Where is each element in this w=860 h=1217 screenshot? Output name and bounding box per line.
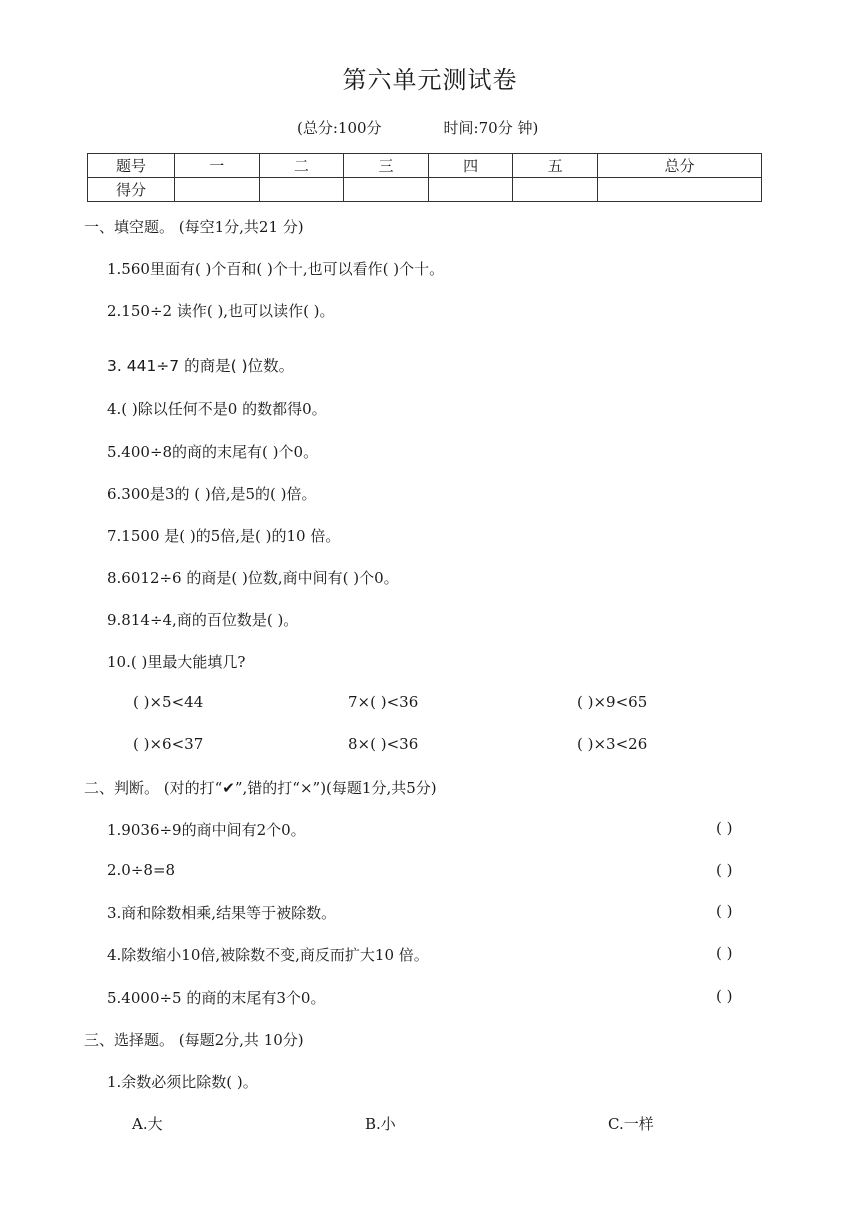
question-1-4: 4.( )除以任何不是0 的数都得0。 <box>107 400 327 418</box>
question-2-4: 4.除数缩小10倍,被除数不变,商反而扩大10 倍。 <box>107 946 429 964</box>
score-table-header-row <box>88 154 762 178</box>
fill-item: 7×( )<36 <box>348 693 419 711</box>
question-2-5: 5.4000÷5 的商的末尾有3个0。 <box>107 989 326 1007</box>
score-cell[interactable] <box>513 178 598 202</box>
header-cell: 一 <box>175 154 260 178</box>
answer-box[interactable]: ( ) <box>716 819 733 837</box>
total-score: (总分:100分 <box>297 119 382 137</box>
section2-heading: 二、判断。 (对的打“✔”,错的打“×”)(每题1分,共5分) <box>84 779 437 797</box>
score-cell[interactable] <box>175 178 260 202</box>
header-cell: 三 <box>344 154 429 178</box>
question-2-1: 1.9036÷9的商中间有2个0。 <box>107 821 306 839</box>
question-3-1: 1.余数必须比除数( )。 <box>107 1073 258 1091</box>
header-cell: 二 <box>259 154 344 178</box>
answer-box[interactable]: ( ) <box>716 987 733 1005</box>
page-title: 第六单元测试卷 <box>342 66 518 94</box>
score-table-score-row <box>88 178 762 202</box>
answer-box[interactable]: ( ) <box>716 902 733 920</box>
header-cell: 五 <box>513 154 598 178</box>
answer-box[interactable]: ( ) <box>716 944 733 962</box>
fill-item: 8×( )<36 <box>348 735 419 753</box>
score-cell[interactable] <box>428 178 513 202</box>
question-1-9: 9.814÷4,商的百位数是( )。 <box>107 611 299 629</box>
score-cell[interactable] <box>344 178 429 202</box>
header-cell: 四 <box>428 154 513 178</box>
option-a: A.大 <box>132 1115 163 1133</box>
question-1-7: 7.1500 是( )的5倍,是( )的10 倍。 <box>107 527 341 545</box>
question-2-3: 3.商和除数相乘,结果等于被除数。 <box>107 904 337 922</box>
score-cell[interactable] <box>259 178 344 202</box>
option-b: B.小 <box>365 1115 396 1133</box>
score-cell[interactable] <box>598 178 762 202</box>
header-cell: 总分 <box>598 154 762 178</box>
question-1-8: 8.6012÷6 的商是( )位数,商中间有( )个0。 <box>107 569 399 587</box>
header-cell: 题号 <box>88 154 175 178</box>
question-2-2: 2.0÷8=8 <box>107 861 176 879</box>
answer-box[interactable]: ( ) <box>716 861 733 879</box>
question-1-2: 2.150÷2 读作( ),也可以读作( )。 <box>107 302 335 320</box>
question-1-1: 1.560里面有( )个百和( )个十,也可以看作( )个十。 <box>107 260 445 278</box>
fill-item: ( )×5<44 <box>133 693 204 711</box>
fill-item: ( )×9<65 <box>577 693 648 711</box>
exam-meta <box>297 117 538 138</box>
fill-item: ( )×6<37 <box>133 735 204 753</box>
section3-heading: 三、选择题。 (每题2分,共 10分) <box>84 1031 304 1049</box>
score-table <box>87 153 762 202</box>
question-1-6: 6.300是3的 ( )倍,是5的( )倍。 <box>107 485 317 503</box>
time-limit: 时间:70分 钟) <box>443 119 539 137</box>
score-row-label: 得分 <box>88 178 175 202</box>
question-1-5: 5.400÷8的商的末尾有( )个0。 <box>107 443 319 461</box>
option-c: C.一样 <box>608 1115 654 1133</box>
section1-heading: 一、填空题。 (每空1分,共21 分) <box>84 218 304 236</box>
fill-item: ( )×3<26 <box>577 735 648 753</box>
question-1-3: 3. 441÷7 的商是( )位数。 <box>107 357 295 375</box>
question-1-10: 10.( )里最大能填几? <box>107 653 246 671</box>
